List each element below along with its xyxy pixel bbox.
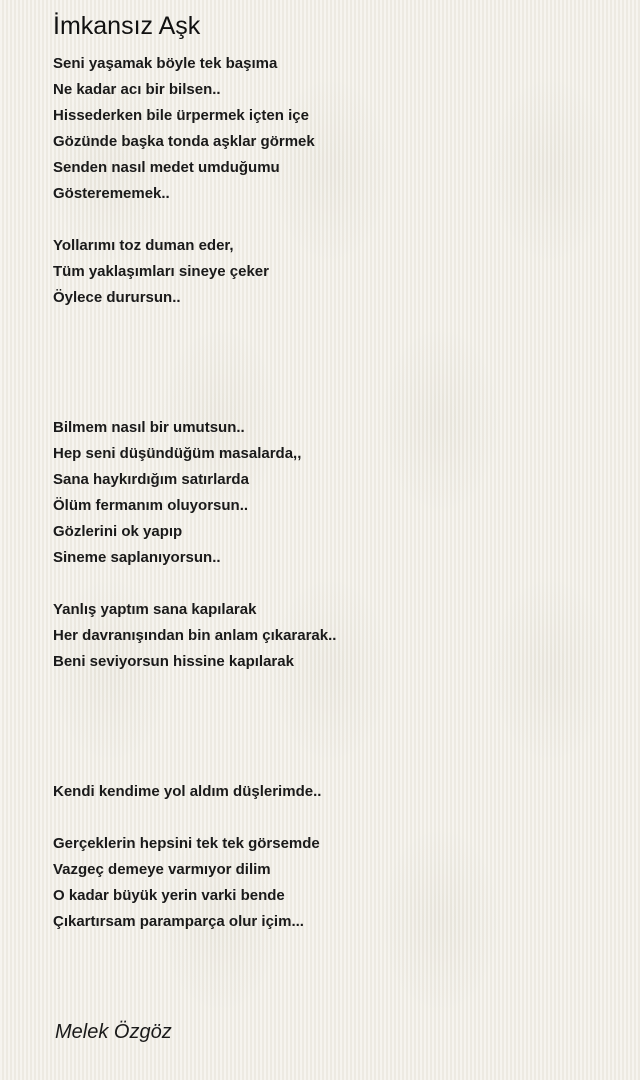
poem-line: Gösterememek.. xyxy=(53,185,170,202)
poem-line: Gözlerini ok yapıp xyxy=(53,523,183,540)
poem-line: Bilmem nasıl bir umutsun.. xyxy=(53,419,245,436)
poem-line: Her davranışından bin anlam çıkararak.. xyxy=(53,627,337,644)
poem-line xyxy=(53,753,613,779)
poem-body xyxy=(53,51,613,935)
poem-line: Yanlış yaptım sana kapılarak xyxy=(53,601,257,618)
poem-title: İmkansız Aşk xyxy=(53,12,201,40)
poem-line: O kadar büyük yerin varki bende xyxy=(53,887,285,904)
poem-line: Ölüm fermanım oluyorsun.. xyxy=(53,497,249,514)
poem-line: Tüm yaklaşımları sineye çeker xyxy=(53,263,269,280)
poem-line: Sana haykırdığım satırlarda xyxy=(53,471,249,488)
poem-line xyxy=(53,675,613,701)
poem-line: Beni seviyorsun hissine kapılarak xyxy=(53,653,294,670)
poem-line: Ne kadar acı bir bilsen.. xyxy=(53,81,221,98)
poem-line xyxy=(53,701,613,727)
poem-line: Hissederken bile ürpermek içten içe xyxy=(53,107,309,124)
poem-line: Yollarımı toz duman eder, xyxy=(53,237,234,254)
poem-line: Sineme saplanıyorsun.. xyxy=(53,549,221,566)
poem-line xyxy=(53,571,613,597)
poem-line xyxy=(53,311,613,337)
poem-line xyxy=(53,805,613,831)
poem-line xyxy=(53,207,613,233)
poem-line: Vazgeç demeye varmıyor dilim xyxy=(53,861,271,878)
poem-line xyxy=(53,363,613,389)
poem-line: Kendi kendime yol aldım düşlerimde.. xyxy=(53,783,322,800)
poem-line: Öylece durursun.. xyxy=(53,289,181,306)
poem-line: Çıkartırsam paramparça olur içim... xyxy=(53,913,304,930)
poem-line xyxy=(53,389,613,415)
poem-line: Senden nasıl medet umduğumu xyxy=(53,159,280,176)
poem-line: Hep seni düşündüğüm masalarda,, xyxy=(53,445,302,462)
poem-author: Melek Özgöz xyxy=(55,1021,172,1043)
poem-line: Gözünde başka tonda aşklar görmek xyxy=(53,133,315,150)
poem-line xyxy=(53,727,613,753)
poem-line: Gerçeklerin hepsini tek tek görsemde xyxy=(53,835,320,852)
poem-line: Seni yaşamak böyle tek başıma xyxy=(53,55,278,72)
poem-line xyxy=(53,337,613,363)
